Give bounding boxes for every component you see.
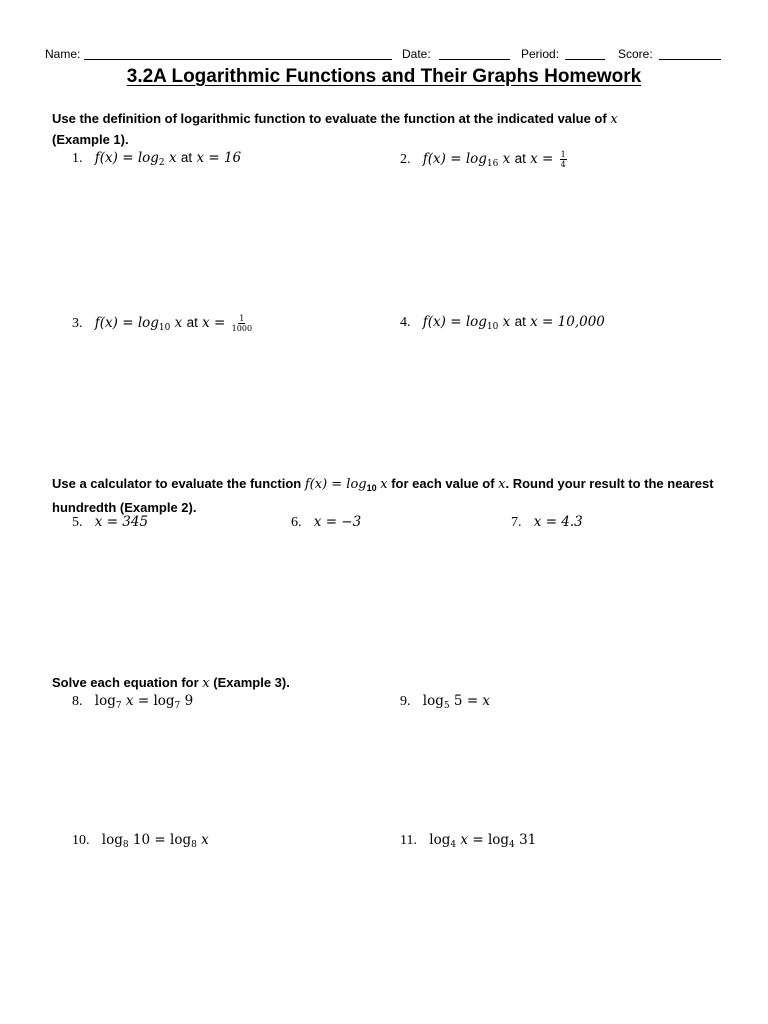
section2-instruction: Use a calculator to evaluate the function $f(x) = \log_{10} x$ for each value of x. Round your result to the nearest hundredth (Example 2). xyxy=(52,476,714,515)
problem-5: 5. x = 345 xyxy=(72,514,149,530)
problem-9: 9. $\log_5 5 = x$ xyxy=(400,693,491,711)
problem-10: 10. $\log_8 10 = \log_8 x$ xyxy=(72,832,209,850)
problem-8: 8. $\log_7 x = \log_7 9$ xyxy=(72,693,194,711)
header-line xyxy=(45,47,725,65)
name-field[interactable] xyxy=(84,47,392,60)
problem-7: 7. x = 4.3 xyxy=(511,514,583,530)
section3-instruction: Solve each equation for x (Example 3). xyxy=(52,675,290,691)
period-label: Period: xyxy=(521,47,560,61)
section1-instruction: Use the definition of logarithmic function to evaluate the function at the indicated value of x (Example 1). xyxy=(52,111,618,147)
problem-6: 6. x = −3 xyxy=(291,514,362,530)
problem-11: 11. $\log_4 x = \log_4 31$ xyxy=(400,832,537,850)
page-title: 3.2A Logarithmic Functions and Their Graphs Homework xyxy=(126,66,642,87)
problem-2: 2. $f(x) = \log_{16} x$ at x = $\frac{1}{4}$ xyxy=(400,150,566,169)
date-field[interactable] xyxy=(439,47,510,60)
problem-4: 4. $f(x) = \log_{10} x$ at x = 10,000 xyxy=(400,314,605,332)
problem-3: 3. $f(x) = \log_{10} x$ at x = $\frac{1}{1000}$ xyxy=(72,314,253,333)
score-field[interactable] xyxy=(659,47,721,60)
date-label: Date: xyxy=(402,47,431,61)
period-field[interactable] xyxy=(565,47,605,60)
problem-1: 1. $f(x) = \log_2 x$ at x = 16 xyxy=(72,150,242,168)
score-label: Score: xyxy=(618,47,653,61)
name-label: Name: xyxy=(45,47,81,61)
